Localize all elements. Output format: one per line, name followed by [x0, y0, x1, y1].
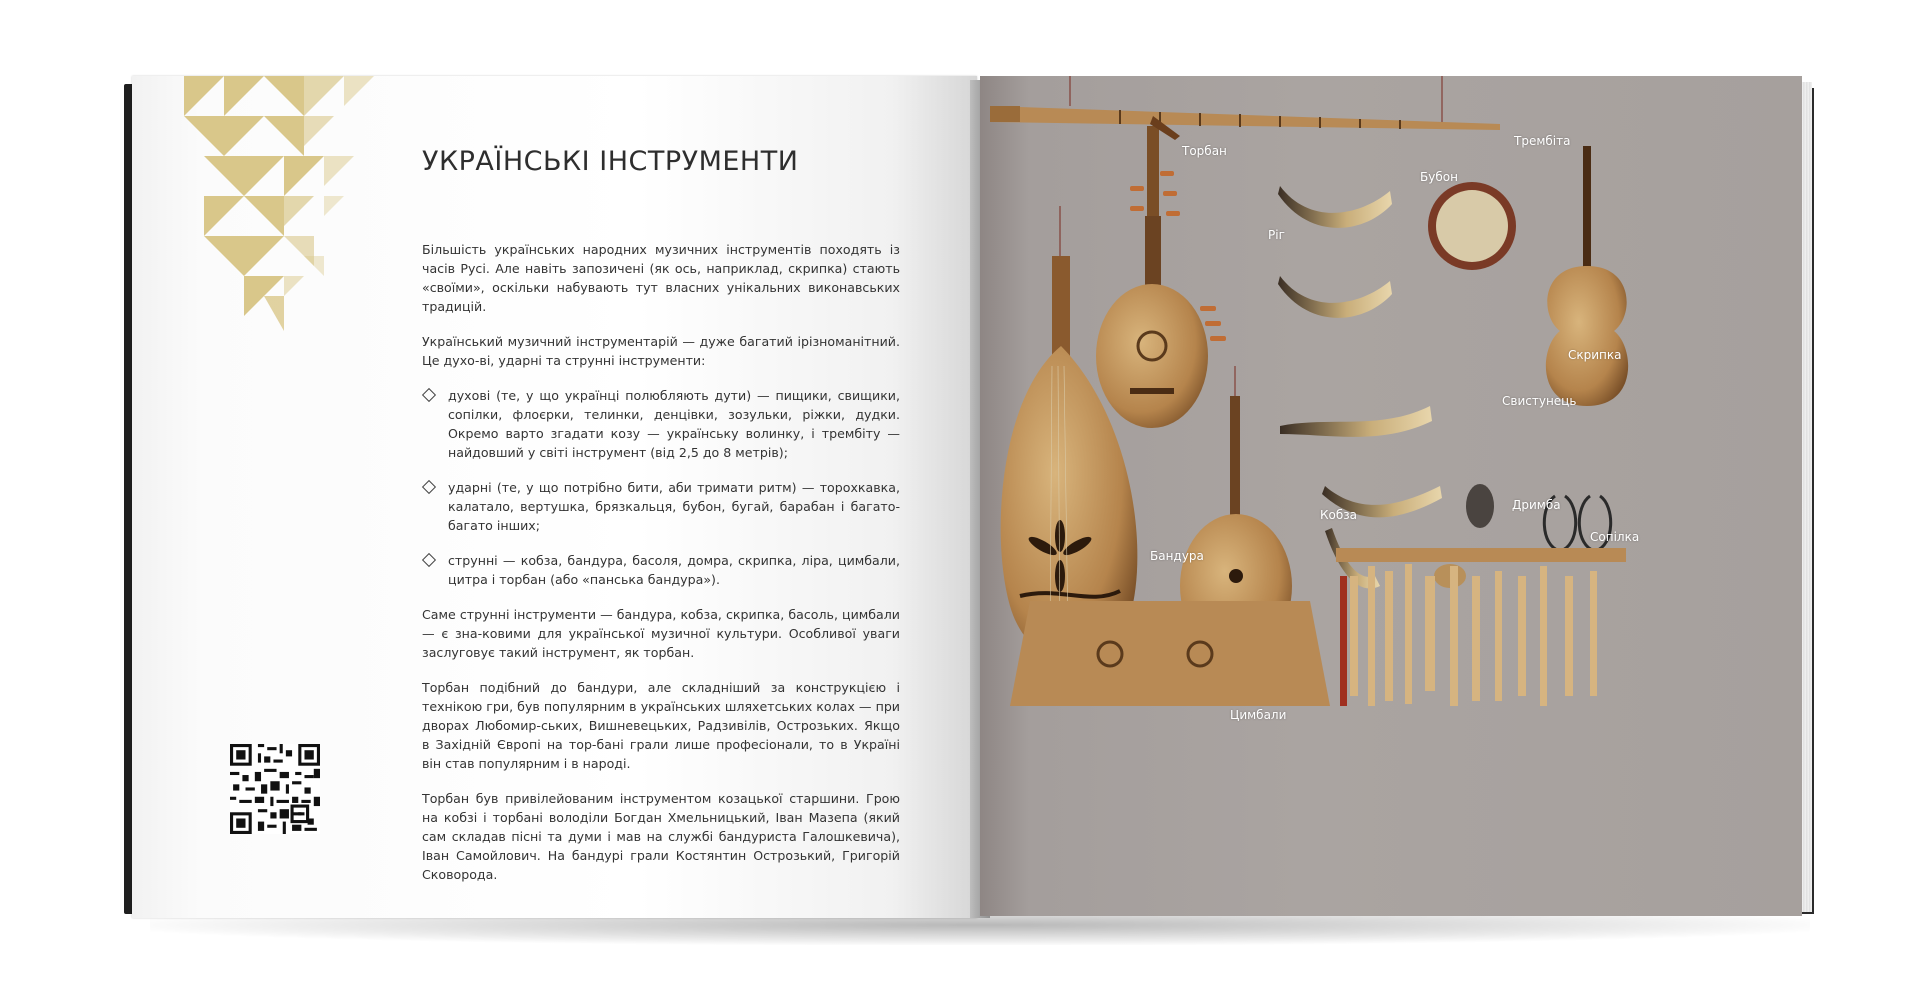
paragraph: Український музичний інструментарій — дуже багатий ірізноманітний. Це духо-ві, ударні та струнні інструменти:	[422, 334, 900, 368]
instruments-illustration	[980, 76, 1802, 916]
whistle-instruments	[1434, 484, 1494, 588]
qr-code-icon[interactable]	[230, 744, 320, 834]
violin-instrument	[1546, 146, 1628, 406]
bubon-instrument	[1428, 182, 1516, 270]
article-body	[422, 240, 900, 900]
list-item	[422, 551, 900, 589]
label-skrypka: Скрипка	[1568, 348, 1622, 362]
paragraph: Торбан подібний до бандури, але складніший за конструкцією і технікою гри, був популярним в українських шляхетських колах — при дворах Любомир-ських, Вишневецьких, Радзивілів, Острозьких. Якщо в Західній Європі на тор-бані грали лише професіонали, то в Україні він став популярним і в народі.	[422, 680, 900, 771]
label-bubon: Бубон	[1420, 170, 1458, 184]
label-rih: Ріг	[1268, 228, 1285, 242]
diamond-bullet-icon	[422, 480, 436, 494]
label-kobza: Кобза	[1320, 508, 1357, 522]
horn-instruments	[1278, 186, 1442, 589]
label-tsymbaly: Цимбали	[1230, 708, 1287, 722]
tsymbaly-instrument	[1010, 601, 1330, 706]
list-item-text: струнні — кобза, бандура, басоля, домра, скрипка, ліра, цимбали, цитра і торбан (або «панська бандура»).	[448, 553, 900, 587]
right-page-photo	[980, 76, 1802, 916]
label-sopilka: Сопілка	[1590, 530, 1640, 544]
instrument-types-list	[422, 386, 900, 589]
torban-instrument	[1096, 116, 1226, 428]
paragraph: Торбан був привілейованим інструментом козацької старшини. Грою на кобзі і торбані володіли Богдан Хмельницький, Іван Мазепа (який сам складав пісні та думи і мав на службі бандуриста Галошкевича), Іван Самойлович. На бандурі грали Костянтин Острозький, Григорій Сковорода.	[422, 791, 900, 882]
page-edges	[1802, 82, 1812, 912]
diamond-bullet-icon	[422, 388, 436, 402]
paragraph: Саме струнні інструменти — бандура, кобза, скрипка, басоль, цимбали — є зна-ковими для української музичної культури. Особливої уваги заслуговує такий інструмент, як торбан.	[422, 607, 900, 660]
label-svystunets: Свистунець	[1502, 394, 1577, 408]
trembita-instrument	[990, 106, 1500, 130]
list-item-text: духові (те, у що українці полюбляють дути) — пищики, свищики, сопілки, флоєрки, телинки, денцівки, зозульки, ріжки, дудки. Окремо варто згадати козу — українську волинку, і трембіту — найдовший у світі інструмент (від 2,5 до 8 метрів);	[448, 388, 900, 460]
ornament-pattern	[184, 76, 394, 336]
left-page	[132, 76, 977, 918]
label-drymba: Дримба	[1512, 498, 1561, 512]
diamond-bullet-icon	[422, 553, 436, 567]
page-title: УКРАЇНСЬКІ ІНСТРУМЕНТИ	[422, 146, 799, 177]
label-trembita: Трембіта	[1514, 134, 1571, 148]
paragraph: Більшість українських народних музичних інструментів походять із часів Русі. Але навіть запозичені (як ось, наприклад, скрипка) стають «своїми», оскільки набувають тут власних унікальних виконавських традицій.	[422, 242, 900, 314]
list-item	[422, 478, 900, 535]
sopilka-instruments	[1336, 548, 1626, 706]
label-bandura: Бандура	[1150, 549, 1204, 563]
list-item-text: ударні (те, у що потрібно бити, аби тримати ритм) — торохкавка, калатало, вертушка, брязкальця, бубон, бугай, барабан і багато-багато інших;	[448, 480, 900, 533]
label-torban: Торбан	[1182, 144, 1227, 158]
list-item	[422, 386, 900, 462]
